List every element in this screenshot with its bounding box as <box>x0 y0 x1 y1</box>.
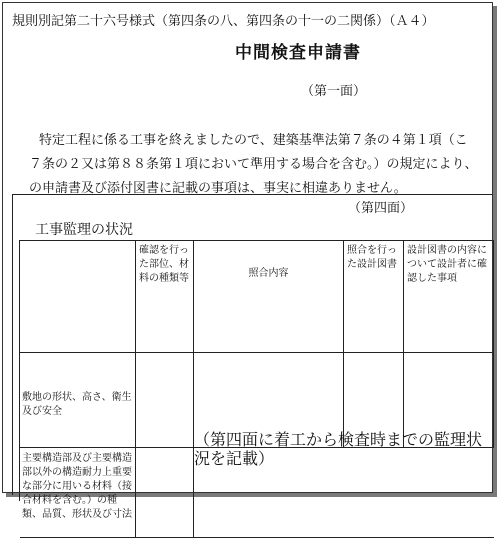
page-label-first: （第一面） <box>301 84 367 99</box>
header-check-content: 照合内容 <box>194 241 344 353</box>
table-cell[interactable] <box>136 448 194 538</box>
intro-line-3: の申請書及び添付図書に記載の事項は、事実に相違ありません。 <box>29 181 407 196</box>
page-title: 中間検査申請書 <box>235 43 361 63</box>
row-label-site: 敷地の形状、高さ、衛生及び安全 <box>20 353 136 448</box>
page-label-fourth: （第四面） <box>347 201 413 216</box>
table-cell[interactable] <box>136 353 194 448</box>
header-checked-drawings: 照合を行った設計図書 <box>344 241 404 353</box>
intro-line-2: ７条の２又は第８８条第１項において準用する場合を含む。）の規定により、 <box>29 157 478 172</box>
header-empty-cell <box>20 241 136 353</box>
overlay-annotation: （第四面に着工から検査時までの監理状況を記載） <box>194 430 483 468</box>
header-confirmed-parts: 確認を行った部位、材料の種類等 <box>136 241 194 353</box>
header-designer-confirmation: 設計図書の内容について設計者に確認した事項 <box>404 241 494 353</box>
form-reference: 規則別記第二十六号様式（第四条の八、第四条の十一の二関係）（Ａ４） <box>12 14 435 29</box>
section-title: 工事監理の状況 <box>35 222 133 238</box>
row-label-structure: 主要構造部及び主要構造部以外の構造耐力上重要な部分に用いる材料（接合材料を含む。）の種類、品質、形状及び寸法 <box>20 448 136 538</box>
intro-line-1: 特定工程に係る工事を終えましたので、建築基準法第７条の４第１項（こ <box>39 133 468 148</box>
